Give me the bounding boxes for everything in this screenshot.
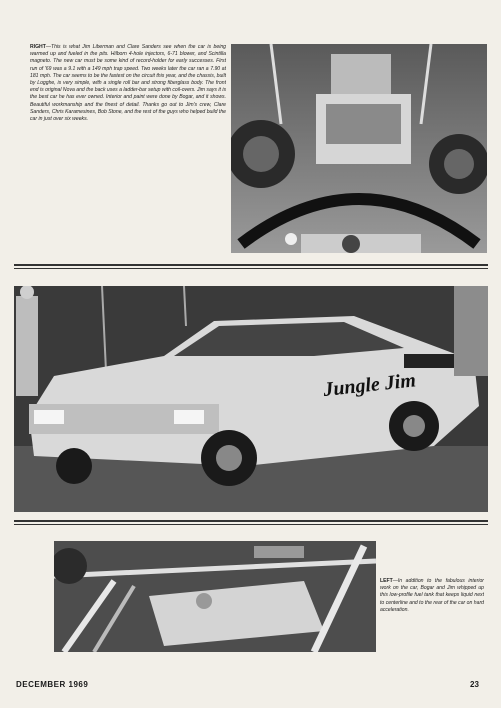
divider-bottom-thin: [14, 524, 488, 525]
divider-bottom: [14, 520, 488, 522]
page-number: 23: [470, 680, 479, 689]
caption-top-text: —This is what Jim Liberman and Clare Sanders see when the car is being warmed up and fueled in the pits. Hilborn 4-hole injectors, 6-71 blower, and Scintilla magneto. The new car must be some kind of record-holder for early successes. First run of '69 was a 9.1 with a 149 mph trap speed. Two weeks later the car ran a 7.90 at 181 mph. The car seems to be the fastest on the circuit this year, and the chassis, built by Logghe, is very simple, with a single roll bar and strong fiberglass body. The front end is original Nova and the back uses a ladder-bar setup with coil-overs. Jim says it is the best car he has ever owned. Interior and paint were done by Bogar, and it shows. Beautiful workmanship and the finest of detail. Thanks go out to Jim's crew, Clare Sanders, Chris Karamesines, Bob Stone, and the rest of the guys who helped build the car in just over six weeks.: [30, 44, 226, 123]
fuel-tank-photo: [54, 541, 376, 652]
caption-bottom-text: —In addition to the fabulous interior work on the car, Bogar and Jim whipped up this low-profile fuel tank that keeps liquid next to centerline and to the rear of the car on hard acceleration.: [380, 578, 484, 613]
caption-bottom: [380, 578, 484, 653]
engine-photo: [231, 44, 487, 253]
divider-top: [14, 264, 488, 266]
car-door-lettering: Jungle Jim: [322, 369, 417, 401]
divider-top-thin: [14, 268, 488, 269]
nova-race-car-photo: [14, 286, 488, 512]
caption-top: [30, 44, 226, 254]
issue-date: DECEMBER 1969: [16, 680, 89, 689]
caption-top-lead: RIGHT: [30, 44, 46, 50]
caption-bottom-lead: LEFT: [380, 578, 393, 584]
